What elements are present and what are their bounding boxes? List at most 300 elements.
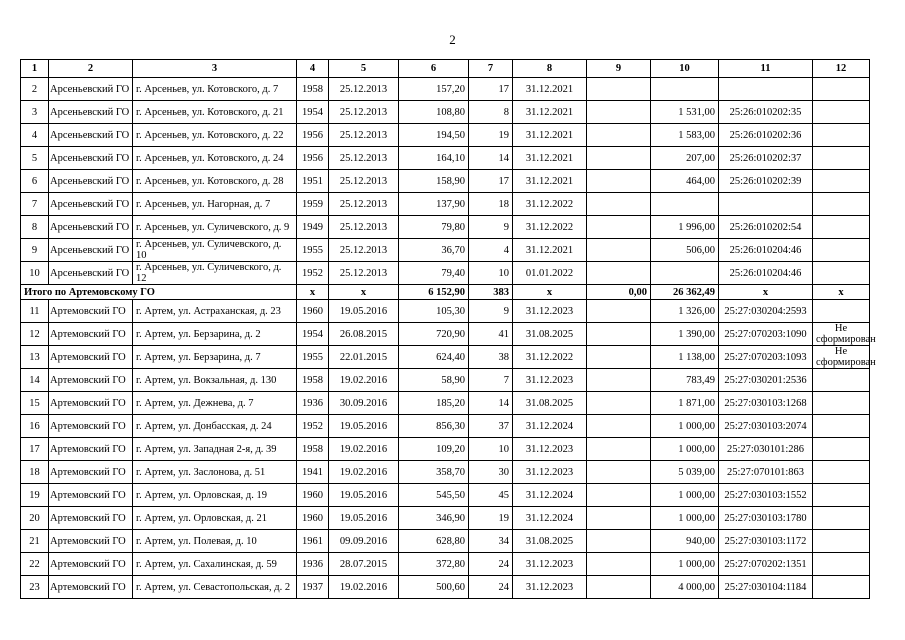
resettlement-deadline-cell: 31.12.2023 <box>513 369 587 392</box>
municipality-cell: Артемовский ГО <box>49 392 133 415</box>
resettlement-deadline-cell: 31.12.2022 <box>513 216 587 239</box>
build-year-cell: 1954 <box>297 101 329 124</box>
total-cadastre-cell: x <box>719 285 813 300</box>
municipality-cell: Артемовский ГО <box>49 553 133 576</box>
column-9-value-cell <box>587 101 651 124</box>
municipality-cell: Артемовский ГО <box>49 438 133 461</box>
table-row <box>21 78 870 101</box>
area-cell: 194,50 <box>399 124 469 147</box>
recognition-date-cell: 22.01.2015 <box>329 346 399 369</box>
note-cell <box>813 101 870 124</box>
column-9-value-cell <box>587 438 651 461</box>
address-cell: г. Арсеньев, ул. Котовского, д. 22 <box>133 124 297 147</box>
column-9-value-cell <box>587 239 651 262</box>
resettlement-deadline-cell: 31.12.2023 <box>513 438 587 461</box>
residents-count-cell: 38 <box>469 346 513 369</box>
cadastral-number-cell: 25:27:070202:1351 <box>719 553 813 576</box>
address-cell: г. Артем, ул. Севастопольская, д. 2 <box>133 576 297 599</box>
table-row <box>21 239 870 262</box>
municipality-cell: Артемовский ГО <box>49 323 133 346</box>
column-9-value-cell <box>587 530 651 553</box>
total-row <box>21 285 870 300</box>
cost-cell: 1 390,00 <box>651 323 719 346</box>
build-year-cell: 1960 <box>297 484 329 507</box>
recognition-date-cell: 25.12.2013 <box>329 170 399 193</box>
resettlement-deadline-cell: 31.12.2024 <box>513 507 587 530</box>
row-number-cell: 17 <box>21 438 49 461</box>
address-cell: г. Артем, ул. Донбасская, д. 24 <box>133 415 297 438</box>
cadastral-number-cell: 25:26:010202:39 <box>719 170 813 193</box>
cadastral-number-cell <box>719 78 813 101</box>
address-cell: г. Артем, ул. Орловская, д. 21 <box>133 507 297 530</box>
build-year-cell: 1949 <box>297 216 329 239</box>
build-year-cell: 1956 <box>297 124 329 147</box>
column-header: 7 <box>469 60 513 78</box>
column-9-value-cell <box>587 193 651 216</box>
total-cnt-cell: 383 <box>469 285 513 300</box>
residents-count-cell: 17 <box>469 78 513 101</box>
residents-count-cell: 8 <box>469 101 513 124</box>
cadastral-number-cell: 25:27:070203:1090 <box>719 323 813 346</box>
table-row <box>21 323 870 346</box>
column-9-value-cell <box>587 170 651 193</box>
resettlement-deadline-cell: 01.01.2022 <box>513 262 587 285</box>
table-row <box>21 101 870 124</box>
resettlement-deadline-cell: 31.12.2021 <box>513 101 587 124</box>
municipality-cell: Артемовский ГО <box>49 484 133 507</box>
cadastral-number-cell: 25:27:070203:1093 <box>719 346 813 369</box>
column-header: 3 <box>133 60 297 78</box>
table-row <box>21 369 870 392</box>
note-cell <box>813 484 870 507</box>
cost-cell: 464,00 <box>651 170 719 193</box>
build-year-cell: 1960 <box>297 300 329 323</box>
column-9-value-cell <box>587 369 651 392</box>
total-label: Итого по Артемовскому ГО <box>21 285 297 300</box>
resettlement-deadline-cell: 31.12.2021 <box>513 147 587 170</box>
build-year-cell: 1936 <box>297 392 329 415</box>
cost-cell: 1 531,00 <box>651 101 719 124</box>
build-year-cell: 1956 <box>297 147 329 170</box>
residents-count-cell: 10 <box>469 438 513 461</box>
table-row <box>21 415 870 438</box>
column-9-value-cell <box>587 262 651 285</box>
cost-cell: 1 138,00 <box>651 346 719 369</box>
recognition-date-cell: 25.12.2013 <box>329 101 399 124</box>
recognition-date-cell: 25.12.2013 <box>329 147 399 170</box>
resettlement-deadline-cell: 31.12.2022 <box>513 193 587 216</box>
column-9-value-cell <box>587 461 651 484</box>
cost-cell: 1 583,00 <box>651 124 719 147</box>
column-9-value-cell <box>587 78 651 101</box>
table-row <box>21 530 870 553</box>
cost-cell: 207,00 <box>651 147 719 170</box>
page-number: 2 <box>449 32 456 47</box>
note-cell <box>813 461 870 484</box>
note-cell <box>813 170 870 193</box>
residents-count-cell: 7 <box>469 369 513 392</box>
municipality-cell: Артемовский ГО <box>49 300 133 323</box>
resettlement-deadline-cell: 31.08.2025 <box>513 392 587 415</box>
municipality-cell: Арсеньевский ГО <box>49 147 133 170</box>
municipality-cell: Артемовский ГО <box>49 576 133 599</box>
column-9-value-cell <box>587 216 651 239</box>
resettlement-deadline-cell: 31.08.2025 <box>513 530 587 553</box>
resettlement-deadline-cell: 31.12.2023 <box>513 553 587 576</box>
resettlement-deadline-cell: 31.12.2024 <box>513 484 587 507</box>
table-row <box>21 216 870 239</box>
residents-count-cell: 9 <box>469 300 513 323</box>
area-cell: 158,90 <box>399 170 469 193</box>
address-cell: г. Артем, ул. Астраханская, д. 23 <box>133 300 297 323</box>
address-cell: г. Арсеньев, ул. Котовского, д. 21 <box>133 101 297 124</box>
column-header: 10 <box>651 60 719 78</box>
area-cell: 79,40 <box>399 262 469 285</box>
total-c9-cell: 0,00 <box>587 285 651 300</box>
area-cell: 720,90 <box>399 323 469 346</box>
municipality-cell: Арсеньевский ГО <box>49 124 133 147</box>
cost-cell: 1 000,00 <box>651 415 719 438</box>
note-cell <box>813 438 870 461</box>
cost-cell: 5 039,00 <box>651 461 719 484</box>
area-cell: 372,80 <box>399 553 469 576</box>
resettlement-deadline-cell: 31.12.2023 <box>513 576 587 599</box>
recognition-date-cell: 25.12.2013 <box>329 239 399 262</box>
address-cell: г. Арсеньев, ул. Нагорная, д. 7 <box>133 193 297 216</box>
cadastral-number-cell: 25:26:010202:54 <box>719 216 813 239</box>
recognition-date-cell: 19.02.2016 <box>329 461 399 484</box>
residents-count-cell: 19 <box>469 124 513 147</box>
residents-count-cell: 45 <box>469 484 513 507</box>
note-cell: Не сформирован <box>813 323 870 346</box>
recognition-date-cell: 19.05.2016 <box>329 415 399 438</box>
address-cell: г. Арсеньев, ул. Суличевского, д. 12 <box>133 262 297 285</box>
column-9-value-cell <box>587 484 651 507</box>
residents-count-cell: 14 <box>469 392 513 415</box>
note-cell <box>813 530 870 553</box>
municipality-cell: Арсеньевский ГО <box>49 78 133 101</box>
address-cell: г. Арсеньев, ул. Котовского, д. 28 <box>133 170 297 193</box>
cost-cell: 1 996,00 <box>651 216 719 239</box>
build-year-cell: 1960 <box>297 507 329 530</box>
municipality-cell: Арсеньевский ГО <box>49 170 133 193</box>
resettlement-deadline-cell: 31.12.2023 <box>513 461 587 484</box>
build-year-cell: 1952 <box>297 262 329 285</box>
row-number-cell: 11 <box>21 300 49 323</box>
recognition-date-cell: 25.12.2013 <box>329 216 399 239</box>
residents-count-cell: 34 <box>469 530 513 553</box>
cost-cell <box>651 193 719 216</box>
area-cell: 79,80 <box>399 216 469 239</box>
area-cell: 108,80 <box>399 101 469 124</box>
column-9-value-cell <box>587 124 651 147</box>
build-year-cell: 1958 <box>297 369 329 392</box>
cadastral-number-cell: 25:27:030104:1184 <box>719 576 813 599</box>
row-number-cell: 5 <box>21 147 49 170</box>
cost-cell: 506,00 <box>651 239 719 262</box>
build-year-cell: 1951 <box>297 170 329 193</box>
table-row <box>21 576 870 599</box>
row-number-cell: 21 <box>21 530 49 553</box>
cadastral-number-cell: 25:27:030101:286 <box>719 438 813 461</box>
residents-count-cell: 19 <box>469 507 513 530</box>
resettlement-deadline-cell: 31.12.2023 <box>513 300 587 323</box>
table-row <box>21 392 870 415</box>
municipality-cell: Арсеньевский ГО <box>49 101 133 124</box>
row-number-cell: 9 <box>21 239 49 262</box>
cost-cell: 783,49 <box>651 369 719 392</box>
note-cell <box>813 392 870 415</box>
area-cell: 358,70 <box>399 461 469 484</box>
cadastral-number-cell: 25:26:010202:35 <box>719 101 813 124</box>
row-number-cell: 13 <box>21 346 49 369</box>
row-number-cell: 10 <box>21 262 49 285</box>
row-number-cell: 19 <box>21 484 49 507</box>
column-header: 8 <box>513 60 587 78</box>
note-cell <box>813 239 870 262</box>
address-cell: г. Арсеньев, ул. Котовского, д. 7 <box>133 78 297 101</box>
municipality-cell: Арсеньевский ГО <box>49 216 133 239</box>
cost-cell <box>651 262 719 285</box>
total-cost-cell: 26 362,49 <box>651 285 719 300</box>
table-row <box>21 484 870 507</box>
municipality-cell: Артемовский ГО <box>49 346 133 369</box>
address-cell: г. Артем, ул. Берзарина, д. 2 <box>133 323 297 346</box>
row-number-cell: 7 <box>21 193 49 216</box>
residents-count-cell: 30 <box>469 461 513 484</box>
cadastral-number-cell <box>719 193 813 216</box>
cadastral-number-cell: 25:27:030103:2074 <box>719 415 813 438</box>
recognition-date-cell: 19.02.2016 <box>329 576 399 599</box>
build-year-cell: 1954 <box>297 323 329 346</box>
row-number-cell: 6 <box>21 170 49 193</box>
build-year-cell: 1958 <box>297 78 329 101</box>
row-number-cell: 3 <box>21 101 49 124</box>
column-header: 6 <box>399 60 469 78</box>
row-number-cell: 14 <box>21 369 49 392</box>
cadastral-number-cell: 25:26:010202:36 <box>719 124 813 147</box>
recognition-date-cell: 28.07.2015 <box>329 553 399 576</box>
recognition-date-cell: 25.12.2013 <box>329 124 399 147</box>
resettlement-deadline-cell: 31.08.2025 <box>513 323 587 346</box>
table-row <box>21 300 870 323</box>
build-year-cell: 1937 <box>297 576 329 599</box>
housing-register-table <box>20 59 876 599</box>
cadastral-number-cell: 25:27:030201:2536 <box>719 369 813 392</box>
build-year-cell: 1955 <box>297 239 329 262</box>
cadastral-number-cell: 25:27:030103:1780 <box>719 507 813 530</box>
build-year-cell: 1936 <box>297 553 329 576</box>
residents-count-cell: 14 <box>469 147 513 170</box>
note-cell <box>813 553 870 576</box>
cost-cell: 940,00 <box>651 530 719 553</box>
resettlement-deadline-cell: 31.12.2021 <box>513 124 587 147</box>
column-9-value-cell <box>587 323 651 346</box>
table-row <box>21 553 870 576</box>
address-cell: г. Арсеньев, ул. Суличевского, д. 10 <box>133 239 297 262</box>
column-9-value-cell <box>587 507 651 530</box>
recognition-date-cell: 09.09.2016 <box>329 530 399 553</box>
address-cell: г. Артем, ул. Берзарина, д. 7 <box>133 346 297 369</box>
note-cell <box>813 507 870 530</box>
table-row <box>21 438 870 461</box>
area-cell: 109,20 <box>399 438 469 461</box>
table-row <box>21 262 870 285</box>
area-cell: 105,30 <box>399 300 469 323</box>
table-row <box>21 193 870 216</box>
recognition-date-cell: 19.02.2016 <box>329 369 399 392</box>
column-9-value-cell <box>587 392 651 415</box>
recognition-date-cell: 25.12.2013 <box>329 193 399 216</box>
column-header: 5 <box>329 60 399 78</box>
column-9-value-cell <box>587 576 651 599</box>
area-cell: 628,80 <box>399 530 469 553</box>
recognition-date-cell: 19.05.2016 <box>329 484 399 507</box>
recognition-date-cell: 25.12.2013 <box>329 262 399 285</box>
area-cell: 58,90 <box>399 369 469 392</box>
column-header: 9 <box>587 60 651 78</box>
address-cell: г. Артем, ул. Дежнева, д. 7 <box>133 392 297 415</box>
total-date-cell: x <box>329 285 399 300</box>
note-cell <box>813 147 870 170</box>
note-cell <box>813 124 870 147</box>
column-header: 11 <box>719 60 813 78</box>
address-cell: г. Артем, ул. Орловская, д. 19 <box>133 484 297 507</box>
residents-count-cell: 18 <box>469 193 513 216</box>
municipality-cell: Артемовский ГО <box>49 415 133 438</box>
municipality-cell: Арсеньевский ГО <box>49 239 133 262</box>
row-number-cell: 15 <box>21 392 49 415</box>
cadastral-number-cell: 25:27:070101:863 <box>719 461 813 484</box>
residents-count-cell: 37 <box>469 415 513 438</box>
area-cell: 157,20 <box>399 78 469 101</box>
area-cell: 346,90 <box>399 507 469 530</box>
build-year-cell: 1958 <box>297 438 329 461</box>
build-year-cell: 1952 <box>297 415 329 438</box>
municipality-cell: Арсеньевский ГО <box>49 262 133 285</box>
row-number-cell: 20 <box>21 507 49 530</box>
recognition-date-cell: 26.08.2015 <box>329 323 399 346</box>
row-number-cell: 16 <box>21 415 49 438</box>
residents-count-cell: 4 <box>469 239 513 262</box>
note-cell <box>813 262 870 285</box>
row-number-cell: 23 <box>21 576 49 599</box>
recognition-date-cell: 19.05.2016 <box>329 507 399 530</box>
note-cell <box>813 78 870 101</box>
note-cell <box>813 300 870 323</box>
row-number-cell: 12 <box>21 323 49 346</box>
recognition-date-cell: 19.05.2016 <box>329 300 399 323</box>
note-cell <box>813 369 870 392</box>
column-header: 1 <box>21 60 49 78</box>
residents-count-cell: 24 <box>469 553 513 576</box>
municipality-cell: Арсеньевский ГО <box>49 193 133 216</box>
build-year-cell: 1955 <box>297 346 329 369</box>
recognition-date-cell: 25.12.2013 <box>329 78 399 101</box>
note-cell <box>813 216 870 239</box>
cost-cell: 1 000,00 <box>651 507 719 530</box>
column-9-value-cell <box>587 300 651 323</box>
resettlement-deadline-cell: 31.12.2021 <box>513 78 587 101</box>
column-9-value-cell <box>587 147 651 170</box>
area-cell: 164,10 <box>399 147 469 170</box>
table-row <box>21 124 870 147</box>
note-cell: Не сформирован <box>813 346 870 369</box>
cost-cell: 1 871,00 <box>651 392 719 415</box>
column-header: 2 <box>49 60 133 78</box>
cadastral-number-cell: 25:27:030204:2593 <box>719 300 813 323</box>
row-number-cell: 22 <box>21 553 49 576</box>
table-row <box>21 461 870 484</box>
total-area-cell: 6 152,90 <box>399 285 469 300</box>
table-row <box>21 170 870 193</box>
note-cell <box>813 193 870 216</box>
area-cell: 856,30 <box>399 415 469 438</box>
cost-cell: 1 326,00 <box>651 300 719 323</box>
column-header-row <box>21 60 870 78</box>
municipality-cell: Артемовский ГО <box>49 461 133 484</box>
cost-cell: 1 000,00 <box>651 438 719 461</box>
cadastral-number-cell: 25:27:030103:1552 <box>719 484 813 507</box>
cadastral-number-cell: 25:26:010204:46 <box>719 262 813 285</box>
address-cell: г. Артем, ул. Сахалинская, д. 59 <box>133 553 297 576</box>
residents-count-cell: 41 <box>469 323 513 346</box>
cadastral-number-cell: 25:26:010204:46 <box>719 239 813 262</box>
table-row <box>21 346 870 369</box>
row-number-cell: 2 <box>21 78 49 101</box>
address-cell: г. Артем, ул. Вокзальная, д. 130 <box>133 369 297 392</box>
area-cell: 36,70 <box>399 239 469 262</box>
residents-count-cell: 17 <box>469 170 513 193</box>
area-cell: 545,50 <box>399 484 469 507</box>
address-cell: г. Арсеньев, ул. Суличевского, д. 9 <box>133 216 297 239</box>
total-year-cell: x <box>297 285 329 300</box>
build-year-cell: 1959 <box>297 193 329 216</box>
residents-count-cell: 10 <box>469 262 513 285</box>
note-cell <box>813 415 870 438</box>
residents-count-cell: 24 <box>469 576 513 599</box>
row-number-cell: 8 <box>21 216 49 239</box>
municipality-cell: Артемовский ГО <box>49 507 133 530</box>
cadastral-number-cell: 25:27:030103:1268 <box>719 392 813 415</box>
cost-cell: 4 000,00 <box>651 576 719 599</box>
address-cell: г. Артем, ул. Полевая, д. 10 <box>133 530 297 553</box>
build-year-cell: 1961 <box>297 530 329 553</box>
address-cell: г. Артем, ул. Заслонова, д. 51 <box>133 461 297 484</box>
row-number-cell: 18 <box>21 461 49 484</box>
row-number-cell: 4 <box>21 124 49 147</box>
cadastral-number-cell: 25:27:030103:1172 <box>719 530 813 553</box>
address-cell: г. Артем, ул. Западная 2-я, д. 39 <box>133 438 297 461</box>
resettlement-deadline-cell: 31.12.2021 <box>513 170 587 193</box>
cost-cell: 1 000,00 <box>651 484 719 507</box>
recognition-date-cell: 19.02.2016 <box>329 438 399 461</box>
area-cell: 137,90 <box>399 193 469 216</box>
residents-count-cell: 9 <box>469 216 513 239</box>
recognition-date-cell: 30.09.2016 <box>329 392 399 415</box>
build-year-cell: 1941 <box>297 461 329 484</box>
area-cell: 624,40 <box>399 346 469 369</box>
cadastral-number-cell: 25:26:010202:37 <box>719 147 813 170</box>
resettlement-deadline-cell: 31.12.2022 <box>513 346 587 369</box>
table-row <box>21 507 870 530</box>
cost-cell <box>651 78 719 101</box>
cost-cell: 1 000,00 <box>651 553 719 576</box>
resettlement-deadline-cell: 31.12.2024 <box>513 415 587 438</box>
area-cell: 185,20 <box>399 392 469 415</box>
column-9-value-cell <box>587 346 651 369</box>
table-row <box>21 147 870 170</box>
